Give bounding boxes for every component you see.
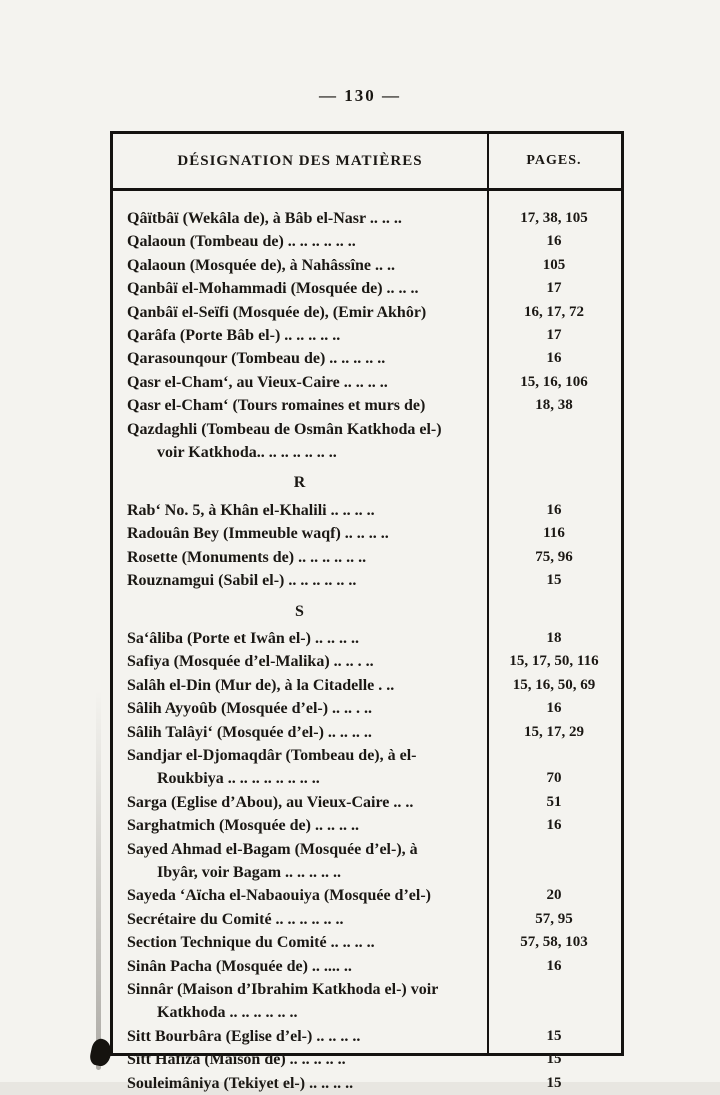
entry-pages: 70 — [546, 770, 562, 787]
entry-pages — [487, 1001, 621, 1024]
section-header-s — [113, 600, 621, 623]
entry-pages: 16 — [546, 957, 562, 974]
entry-label: Safiya (Mosquée d’el-Malika) .. .. . .. — [127, 653, 374, 671]
entry-pages: 105 — [542, 256, 566, 273]
index-entry — [113, 955, 621, 978]
entry-pages: 18, 38 — [535, 397, 573, 414]
entry-pages: 51 — [546, 793, 562, 810]
index-entry — [113, 394, 621, 417]
entry-pages: 15, 16, 106 — [520, 373, 588, 390]
section-letter: R — [293, 474, 307, 492]
entry-pages: 15, 16, 50, 69 — [512, 676, 596, 693]
entry-pages: 16 — [546, 233, 562, 250]
entry-label: Sayeda ‘Aïcha el-Nabaouiya (Mosquée d’el-) — [127, 887, 431, 905]
column-header-pages: PAGES. — [526, 153, 582, 168]
entry-pages — [487, 418, 621, 441]
entry-label: Rosette (Monuments de) .. .. .. .. .. .. — [127, 548, 367, 566]
entry-pages — [487, 978, 621, 1001]
entry-label: Qanbâï el-Seïfi (Mosquée de), (Emir Akhôr) — [127, 303, 427, 321]
entry-label: voir Katkhoda.. .. .. .. .. .. .. — [157, 444, 337, 462]
entry-pages: 16 — [546, 350, 562, 367]
section-header-r — [113, 471, 621, 494]
entry-pages: 17, 38, 105 — [520, 210, 588, 226]
entry-label: Qarâfa (Porte Bâb el-) .. .. .. .. .. — [127, 327, 341, 345]
entry-label: Sayed Ahmad el-Bagam (Mosquée d’el-), à — [127, 840, 418, 858]
entry-label: Sinnâr (Maison d’Ibrahim Katkhoda el-) voir — [127, 981, 439, 998]
section-letter: S — [295, 602, 305, 620]
entry-label: Sinân Pacha (Mosquée de) .. .... .. — [127, 957, 352, 975]
entry-label: Sa‘âliba (Porte et Iwân el-) .. .. .. .. — [127, 629, 359, 647]
entry-pages: 17 — [546, 327, 562, 344]
index-entry — [113, 1048, 621, 1071]
entry-label: Radouân Bey (Immeuble waqf) .. .. .. .. — [127, 525, 389, 543]
entry-pages — [487, 838, 621, 861]
entry-pages: 16 — [546, 700, 562, 717]
entry-label: Qalaoun (Tombeau de) .. .. .. .. .. .. — [127, 233, 356, 251]
entry-label: Qazdaghli (Tombeau de Osmân Katkhoda el-) — [127, 420, 442, 438]
index-entry — [113, 908, 621, 931]
index-entry — [113, 1025, 621, 1048]
scan-edge-shadow — [96, 690, 101, 1070]
entry-label: Katkhoda .. .. .. .. .. .. — [157, 1004, 298, 1022]
entry-label: Salâh el-Din (Mur de), à la Citadelle . .. — [127, 676, 395, 694]
entry-pages: 75, 96 — [535, 548, 573, 565]
index-entry — [113, 569, 621, 592]
entry-pages — [487, 744, 621, 767]
index-entry — [113, 441, 621, 464]
entry-label: Rouznamgui (Sabil el-) .. .. .. .. .. .. — [127, 572, 357, 590]
index-entry — [113, 522, 621, 545]
entry-pages: 20 — [546, 887, 562, 904]
index-entry — [113, 499, 621, 522]
index-entry — [113, 230, 621, 253]
entry-label: Qasr el-Cham‘ (Tours romaines et murs de) — [127, 397, 426, 415]
index-entry — [113, 254, 621, 277]
index-entry — [113, 347, 621, 370]
index-entry — [113, 884, 621, 907]
index-entry — [113, 371, 621, 394]
entry-label: Ibyâr, voir Bagam .. .. .. .. .. — [157, 863, 342, 881]
entry-label: Secrétaire du Comité .. .. .. .. .. .. — [127, 910, 344, 928]
table-body — [113, 191, 621, 1095]
entry-label: Sarga (Eglise d’Abou), au Vieux-Caire .. .. — [127, 793, 414, 811]
column-header-designation: DÉSIGNATION DES MATIÈRES — [177, 152, 423, 169]
entry-pages: 18 — [546, 629, 562, 646]
entry-label: Souleimâniya (Tekiyet el-) .. .. .. .. — [127, 1074, 354, 1092]
entry-label: Sitt Hafiza (Maison de) .. .. .. .. .. — [127, 1051, 346, 1069]
index-entry — [113, 418, 621, 441]
entry-pages: 15, 17, 29 — [524, 723, 584, 740]
index-entry — [113, 791, 621, 814]
entry-pages: 16 — [546, 501, 562, 518]
index-entry — [113, 1072, 621, 1095]
entry-label: Sarghatmich (Mosquée de) .. .. .. .. — [127, 817, 359, 835]
index-entry — [113, 861, 621, 884]
entry-label: Sâlih Ayyoûb (Mosquée d’el-) .. .. . .. — [127, 700, 373, 718]
index-entry — [113, 627, 621, 650]
index-entry — [113, 697, 621, 720]
index-entry — [113, 674, 621, 697]
entry-pages: 57, 58, 103 — [520, 934, 588, 951]
entry-pages: 15 — [546, 572, 562, 589]
entry-label: Sâlih Talâyi‘ (Mosquée d’el-) .. .. .. .. — [127, 723, 372, 741]
index-entry — [113, 838, 621, 861]
index-table — [110, 131, 624, 1092]
entry-pages — [487, 861, 621, 884]
entry-pages: 15 — [546, 1074, 562, 1091]
entry-pages: 15 — [546, 1051, 562, 1068]
entry-pages: 57, 95 — [535, 910, 573, 927]
entry-label: Qarasounqour (Tombeau de) .. .. .. .. .. — [127, 350, 386, 368]
entry-label: Sitt Bourbâra (Eglise d’el-) .. .. .. .. — [127, 1027, 361, 1045]
index-entry — [113, 721, 621, 744]
entry-label: Section Technique du Comité .. .. .. .. — [127, 934, 375, 952]
index-entry — [113, 978, 621, 1001]
entry-label: Qanbâï el-Mohammadi (Mosquée de) .. .. .. — [127, 280, 419, 298]
entry-label: Qasr el-Cham‘, au Vieux-Caire .. .. .. .. — [127, 373, 388, 391]
index-entry — [113, 650, 621, 673]
index-entry — [113, 277, 621, 300]
entry-label: Rab‘ No. 5, à Khân el-Khalili .. .. .. .. — [127, 501, 375, 519]
entry-pages: 16, 17, 72 — [524, 303, 584, 320]
entry-pages: 17 — [546, 280, 562, 297]
index-entry — [113, 767, 621, 790]
entry-pages — [487, 441, 621, 464]
index-entry — [113, 324, 621, 347]
index-entry — [113, 546, 621, 569]
entry-label: Qâïtbâï (Wekâla de), à Bâb el-Nasr .. .. .. — [127, 210, 402, 227]
index-entry — [113, 207, 621, 230]
entry-pages: 15 — [546, 1027, 562, 1044]
index-entry — [113, 931, 621, 954]
entry-label: Roukbiya .. .. .. .. .. .. .. .. — [157, 770, 320, 788]
index-entry — [113, 814, 621, 837]
entry-pages: 16 — [546, 817, 562, 834]
index-entry — [113, 744, 621, 767]
entry-pages: 15, 17, 50, 116 — [509, 653, 599, 670]
table-header-row — [113, 134, 621, 191]
index-entry — [113, 301, 621, 324]
column-divider-rule — [487, 134, 489, 1053]
entry-label: Sandjar el-Djomaqdâr (Tombeau de), à el- — [127, 746, 417, 764]
page-number: — 130 — — [319, 86, 401, 105]
entry-pages: 116 — [543, 525, 565, 542]
index-entry — [113, 1001, 621, 1024]
entry-label: Qalaoun (Mosquée de), à Nahâssîne .. .. — [127, 256, 396, 274]
